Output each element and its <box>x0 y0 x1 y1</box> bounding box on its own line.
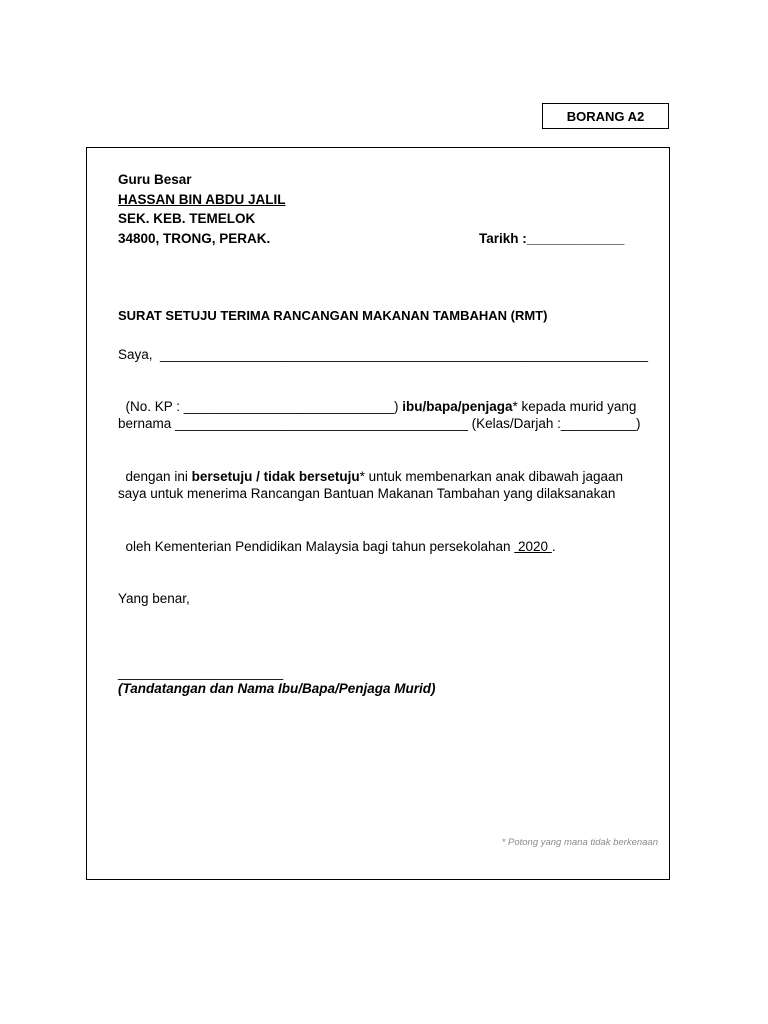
headmaster-name: HASSAN BIN ABDU JALIL <box>118 192 286 207</box>
closing: Yang benar, <box>118 591 190 606</box>
ministry-suffix: . <box>551 539 556 554</box>
document-frame <box>86 147 670 880</box>
school-address: 34800, TRONG, PERAK. <box>118 231 271 246</box>
signature-caption: (Tandatangan dan Nama Ibu/Bapa/Penjaga Murid) <box>118 681 436 696</box>
ministry-line <box>118 520 556 556</box>
consent-suffix: * untuk membenarkan anak dibawah jagaan <box>359 469 624 484</box>
form-code: BORANG A2 <box>566 108 645 124</box>
student-name-line: bernama _______________________________________ (Kelas/Darjah :__________) <box>118 416 641 431</box>
addressee-title: Guru Besar <box>118 172 192 187</box>
program-line: saya untuk menerima Rancangan Bantuan Makanan Tambahan yang dilaksanakan <box>118 486 616 501</box>
ic-number-prefix: (No. KP : ____________________________) <box>125 399 403 414</box>
school-year: 2020 <box>514 539 552 554</box>
consent-line <box>118 450 623 486</box>
ic-number-suffix: * kepada murid yang <box>512 399 637 414</box>
signature-line: ______________________ <box>118 665 284 680</box>
consent-prefix: dengan ini <box>125 469 192 484</box>
consent-choice: bersetuju / tidak bersetuju <box>191 469 360 484</box>
footnote: * Potong yang mana tidak berkenaan <box>501 837 658 848</box>
name-line: Saya, _________________________________________________________________ <box>118 347 649 362</box>
school-name: SEK. KEB. TEMELOK <box>118 211 256 226</box>
letter-title: SURAT SETUJU TERIMA RANCANGAN MAKANAN TAMBAHAN (RMT) <box>118 308 548 323</box>
form-code-box <box>542 103 669 129</box>
date-field: Tarikh :_____________ <box>479 231 625 246</box>
ministry-prefix: oleh Kementerian Pendidikan Malaysia bagi tahun persekolahan <box>125 539 515 554</box>
guardian-role: ibu/bapa/penjaga <box>402 399 513 414</box>
ic-number-line <box>118 380 636 416</box>
